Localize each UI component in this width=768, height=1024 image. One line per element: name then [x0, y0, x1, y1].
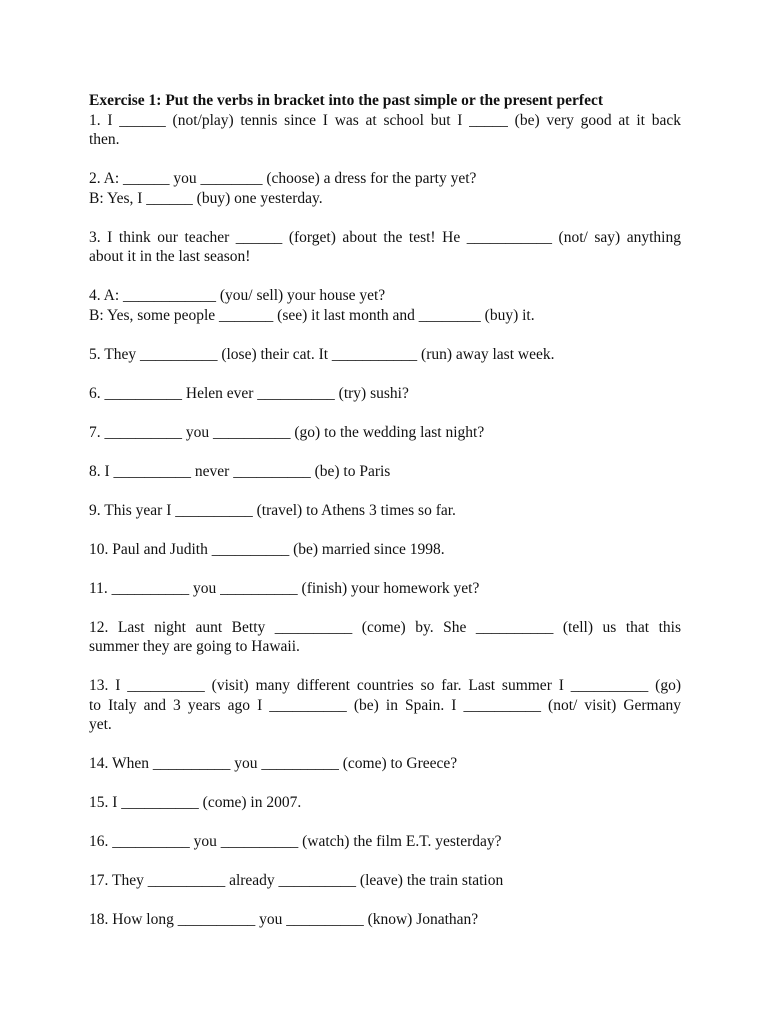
question-line: B: Yes, I ______ (buy) one yesterday. [89, 189, 323, 207]
question-line: 4. A: ____________ (you/ sell) your house yet? [89, 287, 386, 304]
question-1 [89, 111, 681, 150]
exercise-title: Exercise 1: Put the verbs in bracket into the past simple or the present perfect [89, 92, 604, 109]
question-line: 13. I __________ (visit) many different countries so far. Last summer I __________ (go) [89, 677, 681, 694]
question-line: 9. This year I __________ (travel) to Athens 3 times so far. [89, 501, 456, 519]
question-line: then. [89, 131, 120, 148]
question-line: 16. __________ you __________ (watch) the film E.T. yesterday? [89, 833, 502, 850]
question-line: 5. They __________ (lose) their cat. It ___________ (run) away last week. [89, 345, 555, 363]
question-13 [89, 676, 681, 735]
question-line: 7. __________ you __________ (go) to the wedding last night? [89, 423, 485, 441]
worksheet-page [89, 91, 681, 949]
question-line: about it in the last season! [89, 248, 251, 265]
question-line: 6. __________ Helen ever __________ (try) sushi? [89, 384, 409, 402]
question-line: 18. How long __________ you __________ (know) Jonathan? [89, 911, 479, 928]
question-line: 12. Last night aunt Betty __________ (come) by. She __________ (tell) us that this [89, 618, 681, 636]
question-line: to Italy and 3 years ago I __________ (be) in Spain. I __________ (not/ visit) Germany [89, 696, 681, 714]
question-10 [89, 540, 681, 560]
question-6 [89, 384, 681, 404]
question-5 [89, 345, 681, 365]
question-line: 1. I ______ (not/play) tennis since I was at school but I _____ (be) very good at it back [89, 111, 681, 129]
question-7 [89, 423, 681, 443]
question-18 [89, 910, 681, 930]
question-2 [89, 169, 681, 208]
question-4 [89, 286, 681, 325]
question-8 [89, 462, 681, 482]
question-line: B: Yes, some people _______ (see) it last month and ________ (buy) it. [89, 306, 535, 324]
question-17 [89, 871, 681, 891]
question-16 [89, 832, 681, 852]
question-15 [89, 793, 681, 813]
question-line: yet. [89, 716, 112, 733]
question-9 [89, 501, 681, 521]
question-line: 11. __________ you __________ (finish) your homework yet? [89, 579, 480, 597]
question-line: 8. I __________ never __________ (be) to Paris [89, 462, 391, 480]
question-line: 10. Paul and Judith __________ (be) married since 1998. [89, 540, 445, 558]
question-12 [89, 618, 681, 657]
question-line: summer they are going to Hawaii. [89, 638, 300, 655]
question-14 [89, 754, 681, 774]
question-line: 2. A: ______ you ________ (choose) a dress for the party yet? [89, 170, 477, 187]
question-line: 14. When __________ you __________ (come) to Greece? [89, 755, 458, 772]
question-line: 15. I __________ (come) in 2007. [89, 794, 302, 811]
question-11 [89, 579, 681, 599]
question-line: 3. I think our teacher ______ (forget) about the test! He ___________ (not/ say) anything [89, 228, 681, 246]
question-3 [89, 228, 681, 267]
question-line: 17. They __________ already __________ (leave) the train station [89, 872, 504, 889]
